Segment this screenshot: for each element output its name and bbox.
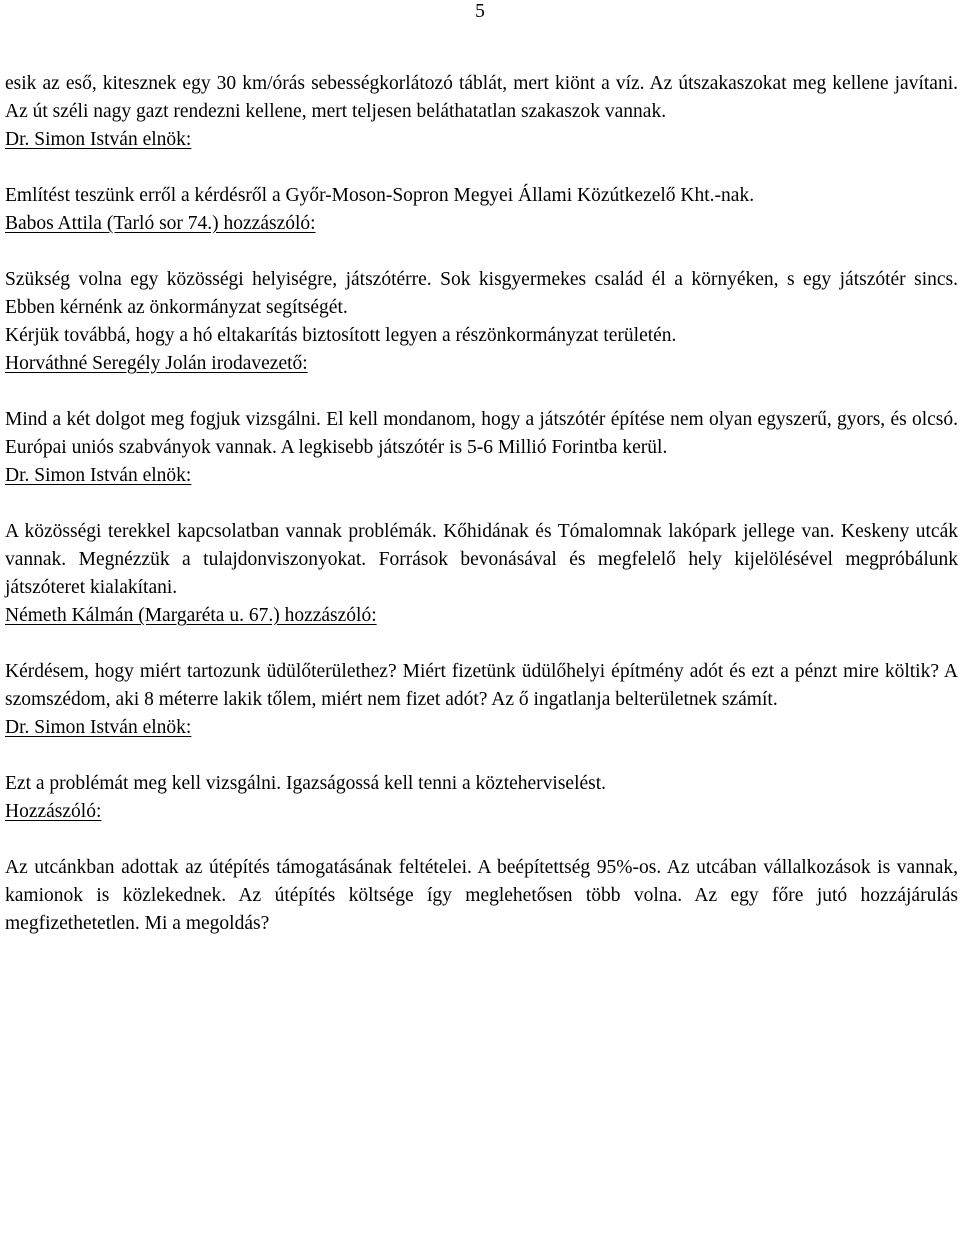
- paragraph: Kérdésem, hogy miért tartozunk üdülőterülethez? Miért fizetünk üdülőhelyi építmény adót és ezt a pénzt mire költik? A szomszédom, aki 8 méterre lakik tőlem, miért nem fizet adót? Az ő ingatlanja belterületnek számít.: [5, 661, 958, 710]
- document-body: [5, 70, 958, 938]
- paragraph: Ezt a problémát meg kell vizsgálni. Igazságossá kell tenni a közteherviselést.: [5, 773, 607, 794]
- speaker-label: Dr. Simon István elnök:: [5, 465, 192, 486]
- paragraph: Szükség volna egy közösségi helyiségre, játszótérre. Sok kisgyermekes család él a környéken, s egy játszótér sincs. Ebben kérnénk az önkormányzat segítségét.: [5, 269, 958, 318]
- paragraph: Említést teszünk erről a kérdésről a Győr-Moson-Sopron Megyei Állami Közútkezelő Kht.-nak.: [5, 185, 755, 206]
- paragraph: Az utcánkban adottak az útépítés támogatásának feltételei. A beépítettség 95%-os. Az utcában vállalkozások is vannak, kamionok is közlekednek. Az útépítés költsége így meglehetősen több volna. Az egy főre jutó hozzájárulás megfizethetetlen. Mi a megoldás?: [5, 857, 958, 934]
- speaker-label: Dr. Simon István elnök:: [5, 717, 192, 738]
- speaker-label: Dr. Simon István elnök:: [5, 129, 192, 150]
- speaker-label: Horváthné Seregély Jolán irodavezető:: [5, 353, 308, 374]
- page-number: 5: [475, 1, 485, 22]
- speaker-label: Hozzászóló:: [5, 801, 102, 822]
- paragraph: A közösségi terekkel kapcsolatban vannak problémák. Kőhidának és Tómalomnak lakópark jellege van. Keskeny utcák vannak. Megnézzük a tulajdonviszonyokat. Források bevonásával és megfelelő hely kijelölésével megpróbálunk játszóteret kialakítani.: [5, 521, 958, 598]
- paragraph: esik az eső, kitesznek egy 30 km/órás sebességkorlátozó táblát, mert kiönt a víz. Az útszakaszokat meg kellene javítani. Az út széli nagy gazt rendezni kellene, mert teljesen beláthatatlan szakaszok vannak.: [5, 73, 958, 122]
- speaker-label: Németh Kálmán (Margaréta u. 67.) hozzászóló:: [5, 605, 377, 626]
- paragraph: Mind a két dolgot meg fogjuk vizsgálni. El kell mondanom, hogy a játszótér építése nem olyan egyszerű, gyors, és olcsó. Európai uniós szabványok vannak. A legkisebb játszótér is 5-6 Millió Forintba kerül.: [5, 409, 958, 458]
- paragraph: Kérjük továbbá, hogy a hó eltakarítás biztosított legyen a részönkormányzat területén.: [5, 325, 677, 346]
- speaker-label: Babos Attila (Tarló sor 74.) hozzászóló:: [5, 213, 316, 234]
